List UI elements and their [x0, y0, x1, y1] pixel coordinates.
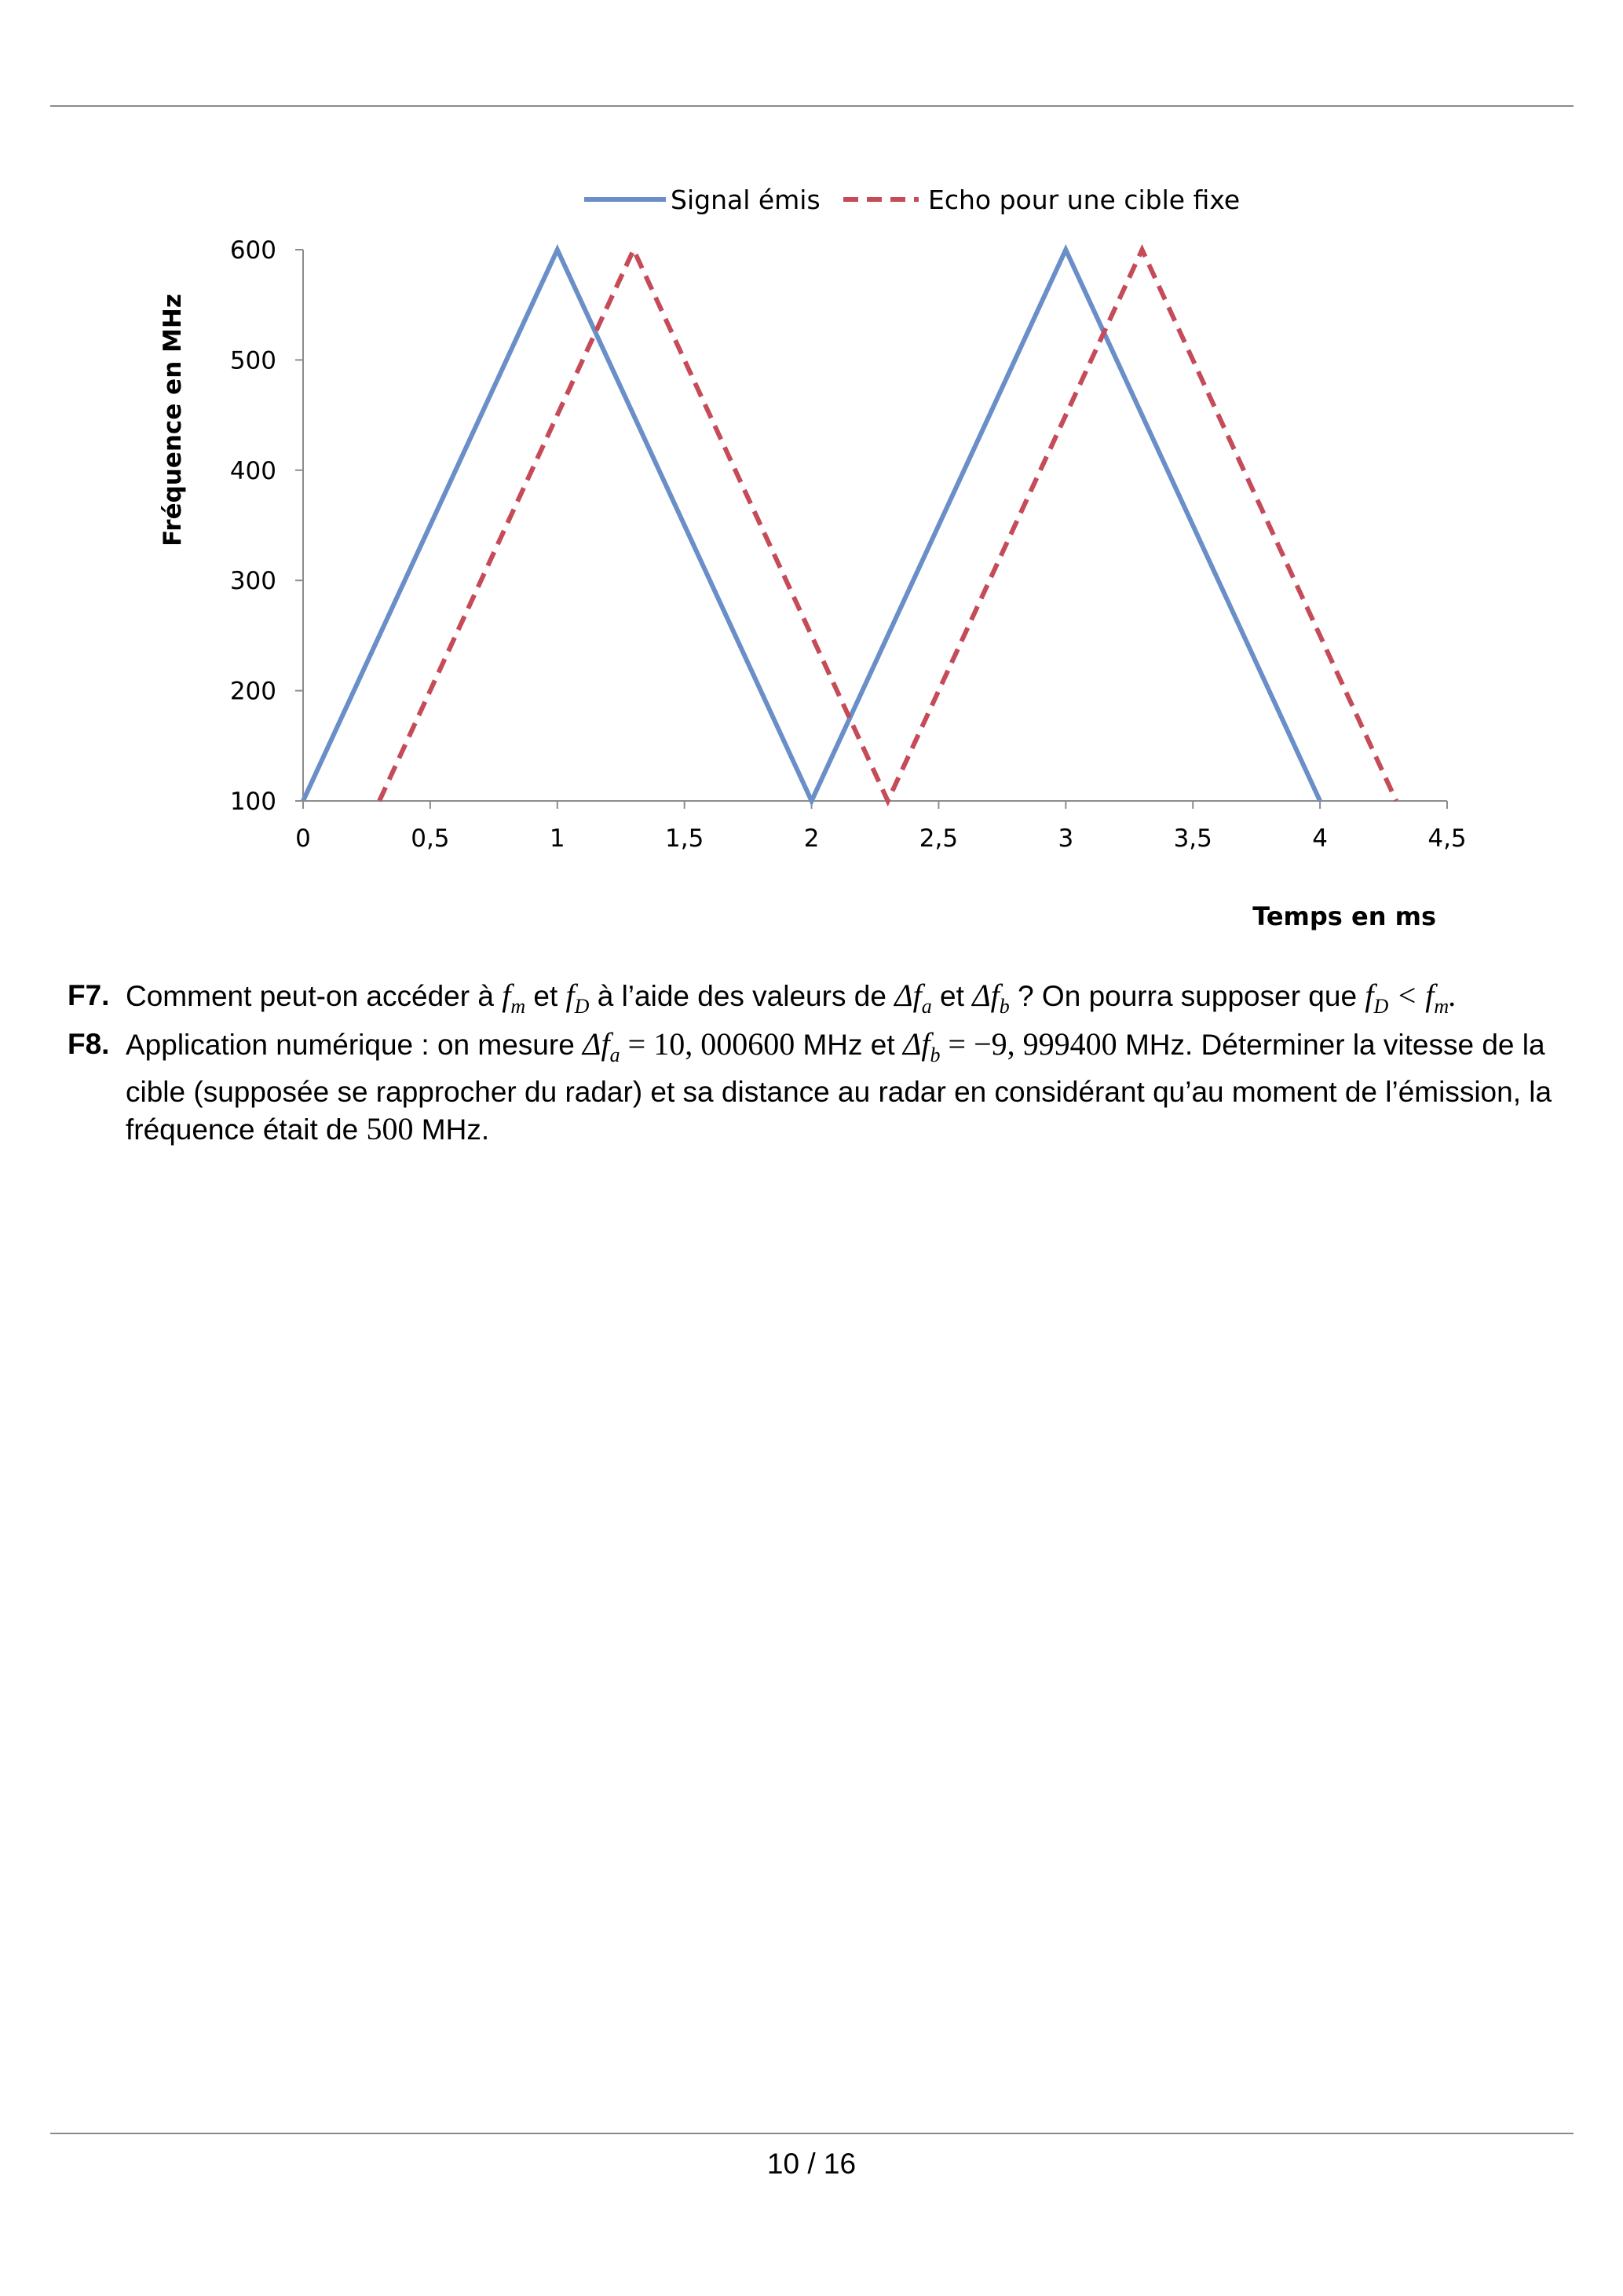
x-axis-label: Temps en ms [1252, 901, 1436, 931]
series-line-signal-emis [303, 250, 1320, 801]
y-tick-label: 500 [229, 346, 276, 375]
text-segment: MHz. Déterminer la vitesse de la cible (supposée se rapprocher du radar) et sa distance au radar en considérant qu’au moment de l’émission, la fréquence était de [126, 1029, 1552, 1146]
math-fm: $f_m$ [502, 978, 526, 1018]
x-tick-label: 1 [549, 824, 565, 853]
x-tick-label: 0,5 [411, 824, 450, 853]
series-line-echo-cible-fixe [379, 250, 1396, 801]
x-tick-label: 4 [1312, 824, 1328, 853]
footer-rule [50, 2133, 1574, 2134]
text-segment: et [931, 980, 973, 1012]
question-text [126, 1026, 1575, 1148]
y-tick-label: 300 [229, 567, 276, 596]
y-axis-label: Fréquence en MHz [159, 294, 187, 547]
question-label: F7. [68, 979, 110, 1011]
text-segment: MHz. [413, 1113, 490, 1146]
math-delta-fa: $\Delta f_a$ [894, 978, 932, 1018]
x-tick-label: 3,5 [1173, 824, 1212, 853]
text-segment: MHz et [795, 1029, 903, 1061]
chart-series [303, 250, 1396, 801]
x-axis-ticks [295, 801, 1467, 853]
x-tick-label: 0 [295, 824, 311, 853]
x-tick-label: 4,5 [1427, 824, 1467, 853]
x-tick-label: 3 [1058, 824, 1074, 853]
page-number: 10 / 16 [766, 2148, 857, 2180]
math-delta-fb: $\Delta f_b$ [902, 1026, 941, 1066]
y-tick-label: 200 [229, 677, 276, 706]
math-value-fa: = 10, 000600 [620, 1026, 795, 1062]
x-tick-label: 2 [803, 824, 820, 853]
x-tick-label: 1,5 [665, 824, 704, 853]
math-delta-fa: $\Delta f_a$ [583, 1026, 620, 1066]
text-segment: Application numérique : on mesure [126, 1029, 583, 1061]
y-tick-label: 100 [229, 788, 276, 816]
math-value-fb: = −9, 999400 [940, 1026, 1117, 1062]
text-segment: Comment peut-on accéder à [126, 980, 503, 1012]
frequency-time-chart [0, 0, 1623, 958]
x-tick-label: 2,5 [919, 824, 959, 853]
question-f7 [68, 977, 1575, 1025]
question-f8 [68, 1026, 1575, 1148]
chart-legend [584, 185, 1240, 215]
y-tick-label: 400 [229, 456, 276, 485]
text-segment: ? On pourra supposer que [1009, 980, 1365, 1012]
math-fD: $f_D$ [565, 978, 590, 1018]
text-segment: à l’aide des valeurs de [589, 980, 895, 1012]
question-text [126, 977, 1575, 1025]
text-segment: et [525, 980, 566, 1012]
y-tick-label: 600 [229, 236, 276, 265]
y-axis-ticks [230, 236, 303, 816]
math-condition: $f_D < f_m$. [1365, 978, 1457, 1018]
question-label: F8. [68, 1028, 110, 1060]
math-value-500: 500 [366, 1111, 414, 1146]
legend-label-echo: Echo pour une cible fixe [928, 185, 1241, 215]
legend-label-signal: Signal émis [671, 185, 821, 215]
math-delta-fb: $\Delta f_b$ [972, 978, 1010, 1018]
